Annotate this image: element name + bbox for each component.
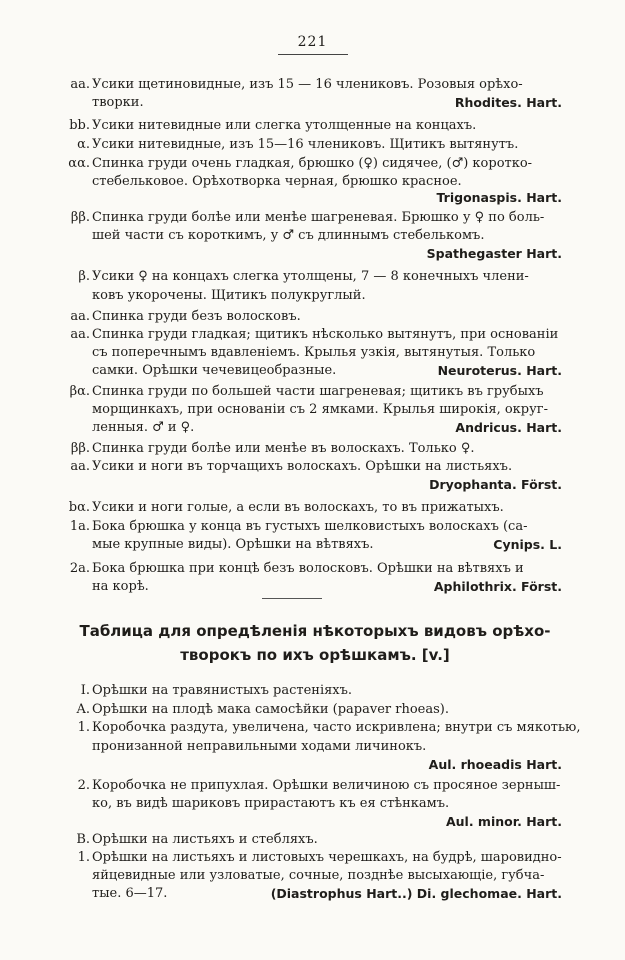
line-text: тые. 6—17. (92, 886, 168, 901)
taxon-name: Neuroterus. Hart. (437, 363, 562, 378)
text-line (64, 831, 562, 849)
line-text: самки. Орѣшки чечевицеобразные. (92, 363, 337, 378)
text-line (64, 499, 562, 517)
key-label: 1. (77, 720, 90, 735)
taxon-name: Cynips. L. (493, 537, 562, 552)
text-line (64, 560, 562, 578)
text-line (64, 94, 562, 112)
key-label: αα. (68, 156, 90, 171)
key-label: α. (77, 137, 90, 152)
text-line (64, 578, 562, 596)
line-text: ковъ укорочены. Щитикъ полукруглый. (92, 288, 366, 303)
line-text: Спинка груди безъ волосковъ. (92, 309, 301, 324)
taxon-name: Trigonaspis. Hart. (436, 190, 562, 205)
line-text: шей части съ короткимъ, у ♂ съ длиннымъ стебелькомъ. (92, 228, 485, 243)
line-text: Усики ♀ на концахъ слегка утолщены, 7 — 8 конечныхъ члени- (92, 269, 529, 284)
line-text: Бока брюшка при концѣ безъ волосковъ. Орѣшки на вѣтвяхъ и (92, 561, 524, 576)
line-text: Усики и ноги въ торчащихъ волоскахъ. Орѣшки на листьяхъ. (92, 459, 513, 474)
text-line (64, 756, 562, 774)
key-label: B. (76, 832, 90, 847)
text-line (64, 719, 581, 737)
text-line (64, 458, 562, 476)
taxon-name: (Diastrophus Hart..) Di. glechomae. Hart. (270, 886, 562, 901)
text-line (64, 536, 562, 554)
page-number: 221 (297, 34, 328, 50)
taxon-name: Aul. rhoeadis Hart. (428, 757, 562, 772)
text-line (64, 867, 562, 885)
text-line (64, 268, 562, 286)
taxon-name: Aphilothrix. Först. (433, 579, 562, 594)
header-rule (278, 54, 348, 55)
text-line (64, 362, 562, 380)
text-line (64, 344, 562, 362)
line-text: мые крупные виды). Орѣшки на вѣтвяхъ. (92, 537, 374, 552)
key-label: bb. (69, 118, 90, 133)
line-text: Орѣшки на листьяхъ и стебляхъ. (92, 832, 318, 847)
key-label: 2a. (69, 561, 90, 576)
text-line (64, 813, 562, 831)
taxon-name: Andricus. Hart. (455, 420, 562, 435)
key-label: 1a. (69, 519, 90, 534)
line-text: стебельковое. Орѣхотворка черная, брюшко красное. (92, 174, 462, 189)
line-text: Усики нитевидные или слегка утолщенные на концахъ. (92, 118, 477, 133)
key-label: βα. (69, 384, 90, 399)
line-text: Усики нитевидные, изъ 15—16 члениковъ. Щитикъ вытянутъ. (92, 137, 519, 152)
key-label: 2. (77, 778, 90, 793)
key-label: ββ. (70, 210, 90, 225)
line-text: съ поперечнымъ вдавленіемъ. Крылья узкія, вытянутыя. Только (92, 345, 536, 360)
text-line (64, 287, 562, 305)
key-label: aa. (70, 77, 90, 92)
text-line (64, 308, 562, 326)
line-text: Спинка груди очень гладкая, брюшко (♀) сидячее, (♂) коротко- (92, 156, 533, 171)
text-line (64, 849, 562, 867)
text-line (64, 209, 562, 227)
line-text: Спинка груди по большей части шагреневая; щитикъ въ грубыхъ (92, 384, 544, 399)
text-line (64, 777, 562, 795)
line-text: ленныя. ♂ и ♀. (92, 420, 195, 435)
text-line (64, 795, 562, 813)
line-text: морщинкахъ, при основаніи съ 2 ямками. Крылья широкія, округ- (92, 402, 548, 417)
text-line (64, 738, 562, 756)
text-line (64, 326, 562, 344)
key-label: A. (76, 702, 90, 717)
line-text: Орѣшки на травянистыхъ растеніяхъ. (92, 683, 353, 698)
text-line (64, 117, 562, 135)
text-line (64, 401, 562, 419)
line-text: яйцевидные или узловатые, сочные, позднѣе высыхающіе, губча- (92, 868, 545, 883)
line-text: ко, въ видѣ шариковъ прирастаютъ къ ея стѣнкамъ. (92, 796, 450, 811)
line-text: Коробочка не припухлая. Орѣшки величиною съ просяное зерныш- (92, 778, 561, 793)
line-text: пронизанной неправильными ходами личинокъ. (92, 739, 427, 754)
line-text: Усики и ноги голые, а если въ волоскахъ, то въ прижатыхъ. (92, 500, 504, 515)
text-line (64, 136, 562, 154)
text-line (64, 701, 562, 719)
line-text: Орѣшки на плодѣ мака самосѣйки (papaver rhoeas). (92, 702, 449, 717)
key-label: bα. (68, 500, 90, 515)
line-text: на корѣ. (92, 579, 149, 594)
taxon-name: Dryophanta. Först. (429, 477, 562, 492)
section-heading-cont: творокъ по ихъ орѣшкамъ. [v.] (180, 646, 450, 664)
line-text: Спинка груди гладкая; щитикъ нѣсколько вытянутъ, при основаніи (92, 327, 559, 342)
line-text: Орѣшки на листьяхъ и листовыхъ черешкахъ, на будрѣ, шаровидно- (92, 850, 562, 865)
key-label: 1. (77, 850, 90, 865)
text-line (64, 885, 562, 903)
line-text: Спинка груди болѣе или менѣе въ волоскахъ. Только ♀. (92, 441, 475, 456)
line-text: Коробочка раздута, увеличена, часто искривлена; внутри съ мякотью, (92, 720, 581, 735)
text-line (64, 227, 562, 245)
text-line (64, 476, 562, 494)
section-heading: Таблица для опредѣленія нѣкоторыхъ видовъ орѣхо- (79, 622, 551, 640)
text-line (64, 440, 562, 458)
line-text: творки. (92, 95, 144, 110)
text-line (64, 245, 562, 263)
key-label: ββ. (70, 441, 90, 456)
key-label: β. (78, 269, 90, 284)
section-divider (262, 598, 322, 599)
taxon-name: Rhodites. Hart. (454, 95, 562, 110)
key-label: aa. (70, 459, 90, 474)
key-label: aa. (70, 327, 90, 342)
taxon-name: Spathegaster Hart. (426, 246, 562, 261)
text-line (64, 518, 562, 536)
text-line (64, 155, 562, 173)
taxon-name: Aul. minor. Hart. (445, 814, 562, 829)
text-line (64, 682, 562, 700)
line-text: Бока брюшка у конца въ густыхъ шелковистыхъ волоскахъ (са- (92, 519, 528, 534)
line-text: Усики щетиновидные, изъ 15 — 16 члениковъ. Розовыя орѣхо- (92, 77, 523, 92)
text-line (64, 383, 562, 401)
key-label: aa. (70, 309, 90, 324)
line-text: Спинка груди болѣе или менѣе шагреневая. Брюшко у ♀ по боль- (92, 210, 545, 225)
text-line (64, 419, 562, 437)
text-line (64, 76, 562, 94)
text-line (64, 189, 562, 207)
key-label: I. (80, 683, 90, 698)
